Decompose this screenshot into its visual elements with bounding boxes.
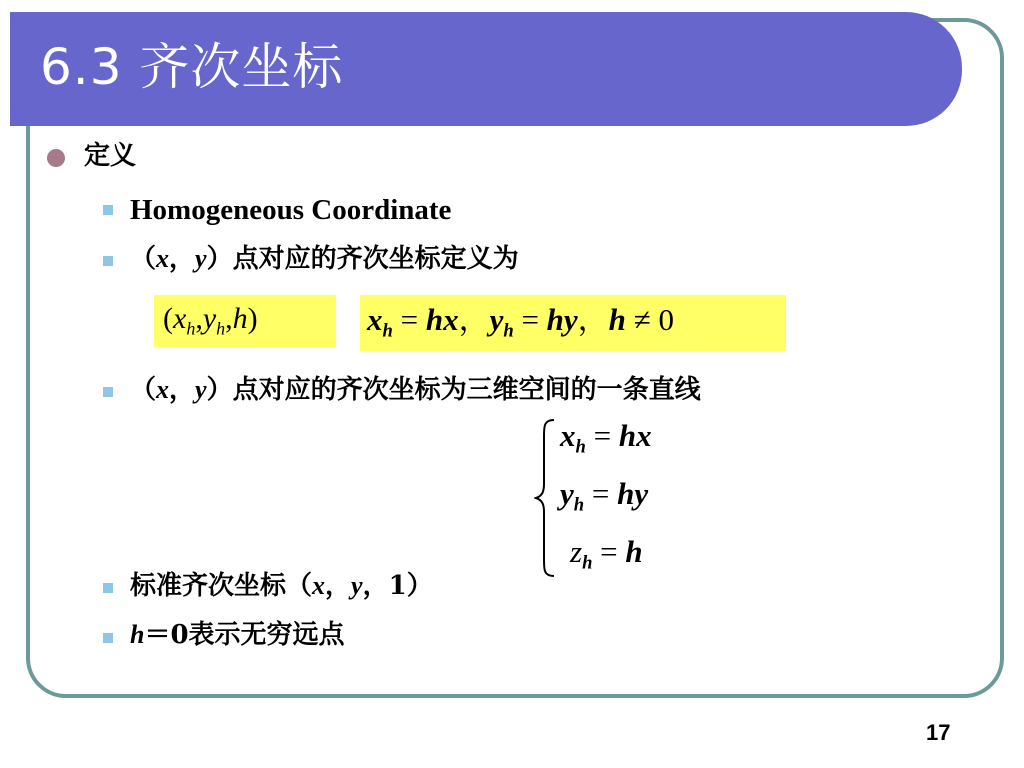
system-equation-z: $z_h = h$ [570,534,643,574]
title-bar [10,12,962,126]
bullet-circle-icon [47,149,65,167]
bullet-item-standard: 标准齐次坐标（x，y，1） [130,571,433,601]
bullet-item-homogeneous: Homogeneous Coordinate [130,194,452,226]
formula-tuple: $(x_h,y_h,h)$ [163,302,258,339]
left-brace-icon [534,418,556,578]
bullet-item-definition: （x，y）点对应的齐次坐标定义为 [130,244,519,274]
page-number: 17 [926,720,951,745]
system-equation-x: $x_h$ = hx [560,418,652,458]
system-equation-y: $y_h$ = hy [560,476,649,516]
slide-title: 6.3 齐次坐标 [40,38,344,96]
bullet-square-icon [103,583,113,593]
bullet-square-icon [103,633,113,643]
formula-definition: $x_h$ = hx，$y_h$ = hy，h ≠ 0 [367,302,674,342]
bullet-square-icon [103,256,113,266]
bullet-square-icon [103,387,113,397]
section-heading: 定义 [84,141,137,171]
bullet-square-icon [103,205,113,215]
bullet-item-infinity: h＝0表示无穷远点 [130,620,345,650]
bullet-item-3d-line: （x，y）点对应的齐次坐标为三维空间的一条直线 [130,375,701,405]
